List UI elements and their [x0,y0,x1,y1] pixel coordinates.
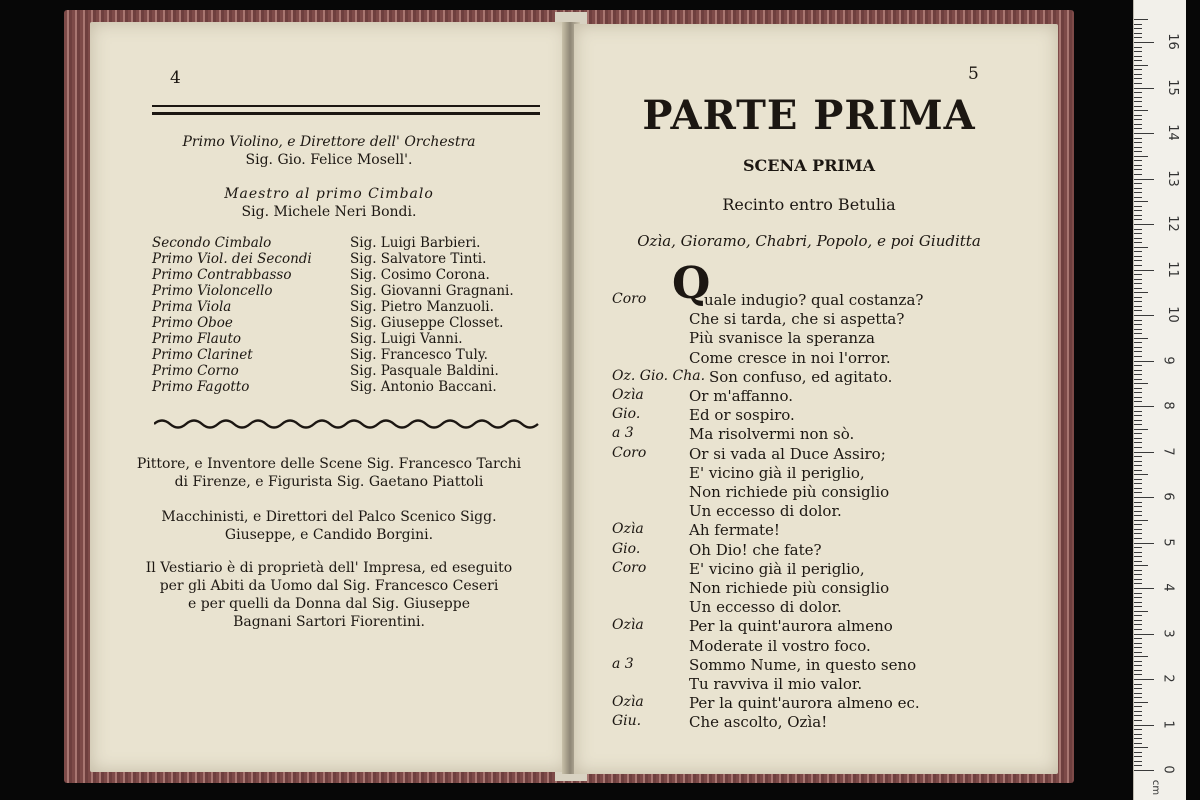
ruler-tick [1134,351,1142,352]
ruler-tick [1134,260,1142,261]
verse-line: Ma risolvermi non sò. [689,425,855,444]
vestiario-line2: per gli Abiti da Uomo dal Sig. Francesco Ceseri [159,578,499,594]
speaker-label: a 3 [612,425,634,442]
ruler-tick [1134,706,1142,707]
ruler-tick [1134,720,1142,721]
ruler-tick [1134,715,1142,716]
ruler-tick [1134,634,1154,635]
ruler-tick [1134,665,1142,666]
ruler-tick [1134,479,1142,480]
ruler-tick [1134,606,1142,607]
verse-line: Oh Dio! che fate? [689,540,822,559]
speaker-label: Gio. [612,406,641,423]
speaker-label: Ozìa [612,694,644,711]
pittore-line1: Pittore, e Inventore delle Scene Sig. Francesco Tarchi [136,456,522,472]
ruler-tick [1134,406,1154,407]
orchestra-person: Sig. Salvatore Tinti. [350,251,487,267]
verse-line: Un eccesso di dolor. [689,598,842,617]
ruler-number: 14 [1164,124,1180,141]
ruler-tick [1134,392,1142,393]
ruler-tick [1134,329,1142,330]
ruler-tick [1134,529,1142,530]
ruler-tick [1134,247,1148,248]
ruler-tick [1134,761,1142,762]
ruler-tick [1134,452,1154,453]
ruler-tick [1134,361,1154,362]
ruler-tick [1134,415,1142,416]
ruler-tick [1134,251,1142,252]
speaker-label: Giu. [612,713,642,730]
ruler-tick [1134,738,1142,739]
ruler-tick [1134,629,1142,630]
ruler-tick [1134,729,1142,730]
ruler-tick [1134,620,1142,621]
ruler-unit: cm [1150,779,1162,796]
ruler-tick [1134,679,1154,680]
verse-line: Sommo Nume, in questo seno [689,655,917,674]
ruler-tick [1134,19,1148,20]
ruler-tick [1134,470,1142,471]
verse-line: E' vicino già il periglio, [689,559,865,578]
ruler-tick [1134,747,1148,748]
page-number-left: 4 [170,68,181,88]
ruler-tick [1134,47,1142,48]
ruler-number: 8 [1160,401,1176,410]
verse-line: Ah fermate! [689,521,780,540]
ruler-tick [1134,92,1142,93]
ruler-tick [1134,188,1142,189]
speaker-label: Coro [612,559,647,576]
ruler-tick [1134,597,1142,598]
ruler-tick [1134,697,1142,698]
ruler-number: 2 [1160,674,1176,683]
maestro-line1: Maestro al primo Cimbalo [224,186,434,202]
ruler-tick [1134,233,1142,234]
ruler-tick [1134,88,1154,89]
verse-line: Or m'affanno. [689,387,793,405]
ruler-tick [1134,743,1142,744]
ruler-tick [1134,492,1142,493]
ruler-tick [1134,570,1142,571]
ruler-tick [1134,74,1142,75]
ruler-tick [1134,611,1148,612]
orchestra-person: Sig. Luigi Barbieri. [350,235,481,251]
ruler-tick [1134,670,1142,671]
ruler-tick [1134,201,1148,202]
ruler-tick [1134,520,1148,521]
vestiario-line4: Bagnani Sartori Fiorentini. [233,614,425,630]
ruler-tick [1134,497,1154,498]
page-number-right: 5 [968,64,979,84]
ruler-tick [1134,702,1148,703]
ruler-tick [1134,219,1142,220]
speaker-label: Oz. Gio. Cha. [612,367,706,384]
orchestra-person: Sig. Giuseppe Closset. [350,315,504,331]
ruler-tick [1134,552,1142,553]
macchinisti-line2: Giuseppe, e Candido Borgini. [224,527,434,543]
ruler-tick [1134,583,1142,584]
ruler-tick [1134,465,1142,466]
ruler-tick [1134,593,1142,594]
ruler-tick [1134,69,1142,70]
ruler-tick [1134,192,1142,193]
ruler-number: 13 [1164,169,1180,187]
ruler-number: 11 [1164,260,1180,278]
orchestra-role: Primo Contrabbasso [152,267,292,283]
ruler-tick [1134,515,1142,516]
violino-line2: Sig. Gio. Felice Mosell'. [245,152,413,168]
ruler-tick [1134,533,1142,534]
ruler-tick [1134,324,1142,325]
ruler-tick [1134,210,1142,211]
speaker-label: Ozìa [612,521,644,538]
ruler-tick [1134,734,1142,735]
ruler-tick [1134,256,1142,257]
right-page [574,24,1058,774]
ruler-tick [1134,656,1148,657]
ruler-tick [1134,224,1154,225]
ruler-tick [1134,538,1142,539]
ruler-tick [1134,770,1154,771]
ruler-tick [1134,356,1142,357]
orchestra-person: Sig. Giovanni Gragnani. [350,283,514,299]
ruler-number: 16 [1164,33,1180,50]
ruler-number: 7 [1160,446,1176,456]
ruler-tick [1134,283,1142,284]
ruler-tick [1134,561,1142,562]
ruler-tick [1134,174,1142,175]
verse-line: Ed or sospiro. [689,406,795,425]
orchestra-person: Sig. Cosimo Corona. [350,267,490,283]
ruler-tick [1134,78,1142,79]
ruler-number: 3 [1160,628,1176,638]
top-rule [152,105,540,115]
orchestra-person: Sig. Pietro Manzuoli. [350,299,494,315]
ruler-tick [1134,688,1142,689]
ruler-tick [1134,42,1154,43]
ruler-tick [1134,338,1148,339]
ruler-tick [1134,461,1142,462]
ruler-tick [1134,274,1142,275]
ruler-tick [1134,765,1142,766]
ruler-tick [1134,547,1142,548]
ruler-number: 1 [1160,719,1176,729]
ruler-tick [1134,638,1142,639]
ruler-tick [1134,24,1142,25]
ornament-rule [154,416,540,430]
verse-line: Or si vada al Duce Assiro; [689,444,886,463]
ruler-tick [1134,56,1142,57]
speaker-label: a 3 [612,655,634,672]
ruler-tick [1134,374,1142,375]
ruler-tick [1134,242,1142,243]
ruler-tick [1134,138,1142,139]
ruler-tick [1134,215,1142,216]
ruler-tick [1134,643,1142,644]
ruler-tick [1134,37,1142,38]
verse-line: Come cresce in noi l'orror. [689,348,891,367]
ruler-tick [1134,133,1154,134]
ruler-tick [1134,411,1142,412]
ruler-tick [1134,429,1148,430]
ruler-tick [1134,315,1154,316]
ruler-tick [1134,756,1142,757]
verse-line: Che ascolto, Ozìa! [689,713,828,732]
ruler-tick [1134,160,1142,161]
orchestra-person: Sig. Luigi Vanni. [350,331,463,347]
ruler-tick [1134,51,1142,52]
ruler-tick [1134,119,1142,120]
ruler-tick [1134,156,1148,157]
ruler-number: 12 [1164,215,1180,232]
ruler-tick [1134,383,1148,384]
ruler-tick [1134,179,1154,180]
ruler-tick [1134,401,1142,402]
orchestra-role: Secondo Cimbalo [152,235,272,251]
ruler-tick [1134,524,1142,525]
scene-title: SCENA PRIMA [742,156,876,175]
verse-line: Che si tarda, che si aspetta? [689,310,905,329]
ruler-tick [1134,142,1142,143]
orchestra-role: Primo Clarinet [152,347,253,363]
ruler-tick [1134,506,1142,507]
ruler-tick [1134,488,1142,489]
verse-line: uale indugio? qual costanza? [704,291,924,309]
orchestra-person: Sig. Pasquale Baldini. [350,363,499,379]
ruler-tick [1134,661,1142,662]
violino-line1: Primo Violino, e Direttore dell' Orchestra [182,134,476,150]
maestro-line2: Sig. Michele Neri Bondi. [241,204,417,220]
ruler-tick [1134,556,1142,557]
drop-cap: Q [672,258,711,309]
ruler-tick [1134,684,1142,685]
macchinisti-line1: Macchinisti, e Direttori del Palco Scenico Sigg. [161,509,497,525]
vestiario-line3: e per quelli da Donna dal Sig. Giuseppe [187,596,471,612]
ruler-tick [1134,151,1142,152]
ruler-tick [1134,301,1142,302]
ruler-tick [1134,265,1142,266]
verse-line: Moderate il vostro foco. [689,636,871,655]
ruler-tick [1134,652,1142,653]
pittore-line2: di Firenze, e Figurista Sig. Gaetano Piattoli [174,474,484,490]
ruler-tick [1134,115,1142,116]
ruler-tick [1134,624,1142,625]
ruler-tick [1134,229,1142,230]
ruler-tick [1134,60,1142,61]
orchestra-role: Primo Violoncello [152,283,273,299]
ruler-tick [1134,270,1154,271]
orchestra-role: Primo Fagotto [152,379,250,395]
verse-line: Per la quint'aurora almeno [689,617,893,636]
ruler-tick [1134,297,1142,298]
ruler-tick [1134,615,1142,616]
part-title: PARTE PRIMA [642,92,976,139]
ruler-tick [1134,574,1142,575]
ruler-tick [1134,365,1142,366]
orchestra-person: Sig. Antonio Baccani. [350,379,497,395]
ruler-tick [1134,474,1148,475]
ruler-tick [1134,147,1142,148]
ruler-number: 6 [1160,492,1176,501]
ruler-tick [1134,65,1148,66]
ruler-tick [1134,565,1148,566]
ruler-tick [1134,320,1142,321]
verse-line: E' vicino già il periglio, [689,463,865,482]
ruler-tick [1134,388,1142,389]
orchestra-role: Prima Viola [152,299,232,315]
ruler-tick [1134,543,1154,544]
ruler-tick [1134,397,1142,398]
verse-line: Non richiede più consiglio [689,483,890,501]
ruler-tick [1134,483,1142,484]
ruler-tick [1134,579,1142,580]
ruler-tick [1134,370,1142,371]
ruler-tick [1134,379,1142,380]
ruler-tick [1134,511,1142,512]
ruler-tick [1134,106,1142,107]
ruler-tick [1134,128,1142,129]
ruler-number: 4 [1160,583,1176,592]
ruler-tick [1134,693,1142,694]
ruler-tick [1134,424,1142,425]
ruler-tick [1134,711,1142,712]
orchestra-role: Primo Viol. dei Secondi [152,251,312,267]
ruler-tick [1134,438,1142,439]
ruler-tick [1134,752,1142,753]
ruler-tick [1134,347,1142,348]
ruler-tick [1134,456,1142,457]
ruler-tick [1134,279,1142,280]
ruler-tick [1134,420,1142,421]
ruler-tick [1134,197,1142,198]
ruler-tick [1134,647,1142,648]
ruler-tick [1134,288,1142,289]
orchestra-role: Primo Oboe [152,315,233,331]
verse-line: Son confuso, ed agitato. [709,367,893,386]
ruler-tick [1134,342,1142,343]
left-page [90,22,568,772]
speaker-label: Gio. [612,540,641,557]
ruler-tick [1134,33,1142,34]
ruler-tick [1134,206,1142,207]
ruler-tick [1134,169,1142,170]
verse-line: Più svanisce la speranza [689,329,875,348]
speaker-label: Coro [612,444,647,461]
vestiario-line1: Il Vestiario è di proprietà dell' Impresa, ed eseguito [145,560,513,576]
orchestra-role: Primo Flauto [152,331,242,347]
ruler-tick [1134,101,1142,102]
verse-line: Un eccesso di dolor. [689,502,842,521]
ruler-number: 10 [1164,306,1180,323]
ruler-tick [1134,238,1142,239]
ruler-tick [1134,306,1142,307]
ruler-tick [1134,83,1142,84]
ruler-tick [1134,28,1142,29]
orchestra-person: Sig. Francesco Tuly. [350,347,488,363]
ruler-tick [1134,442,1142,443]
speaker-label: Ozìa [612,617,644,634]
measuring-ruler [1133,0,1186,800]
scene-setting: Recinto entro Betulia [722,195,896,214]
ruler-number: 15 [1164,78,1180,96]
ruler-number: 5 [1160,537,1176,547]
ruler-tick [1134,333,1142,334]
speaker-label: Ozìa [612,387,644,403]
ruler-tick [1134,502,1142,503]
orchestra-role: Primo Corno [152,363,239,379]
characters-line: Ozìa, Gioramo, Chabri, Popolo, e poi Giuditta [637,232,981,250]
ruler-tick [1134,110,1148,111]
ruler-tick [1134,124,1142,125]
ruler-tick [1134,447,1142,448]
ruler-tick [1134,292,1148,293]
verse-line: Tu ravviva il mio valor. [689,675,863,693]
ruler-tick [1134,183,1142,184]
ruler-number: 9 [1160,355,1176,365]
ruler-number: 0 [1160,765,1176,774]
ruler-tick [1134,602,1142,603]
ruler-tick [1134,674,1142,675]
verse-line: Per la quint'aurora almeno ec. [689,694,920,713]
ruler-tick [1134,433,1142,434]
verse-line: Non richiede più consiglio [689,579,890,597]
ruler-tick [1134,588,1154,589]
ruler-tick [1134,310,1142,311]
ruler-tick [1134,97,1142,98]
ruler-tick [1134,725,1154,726]
ruler-tick [1134,165,1142,166]
speaker-label: Coro [612,291,647,307]
